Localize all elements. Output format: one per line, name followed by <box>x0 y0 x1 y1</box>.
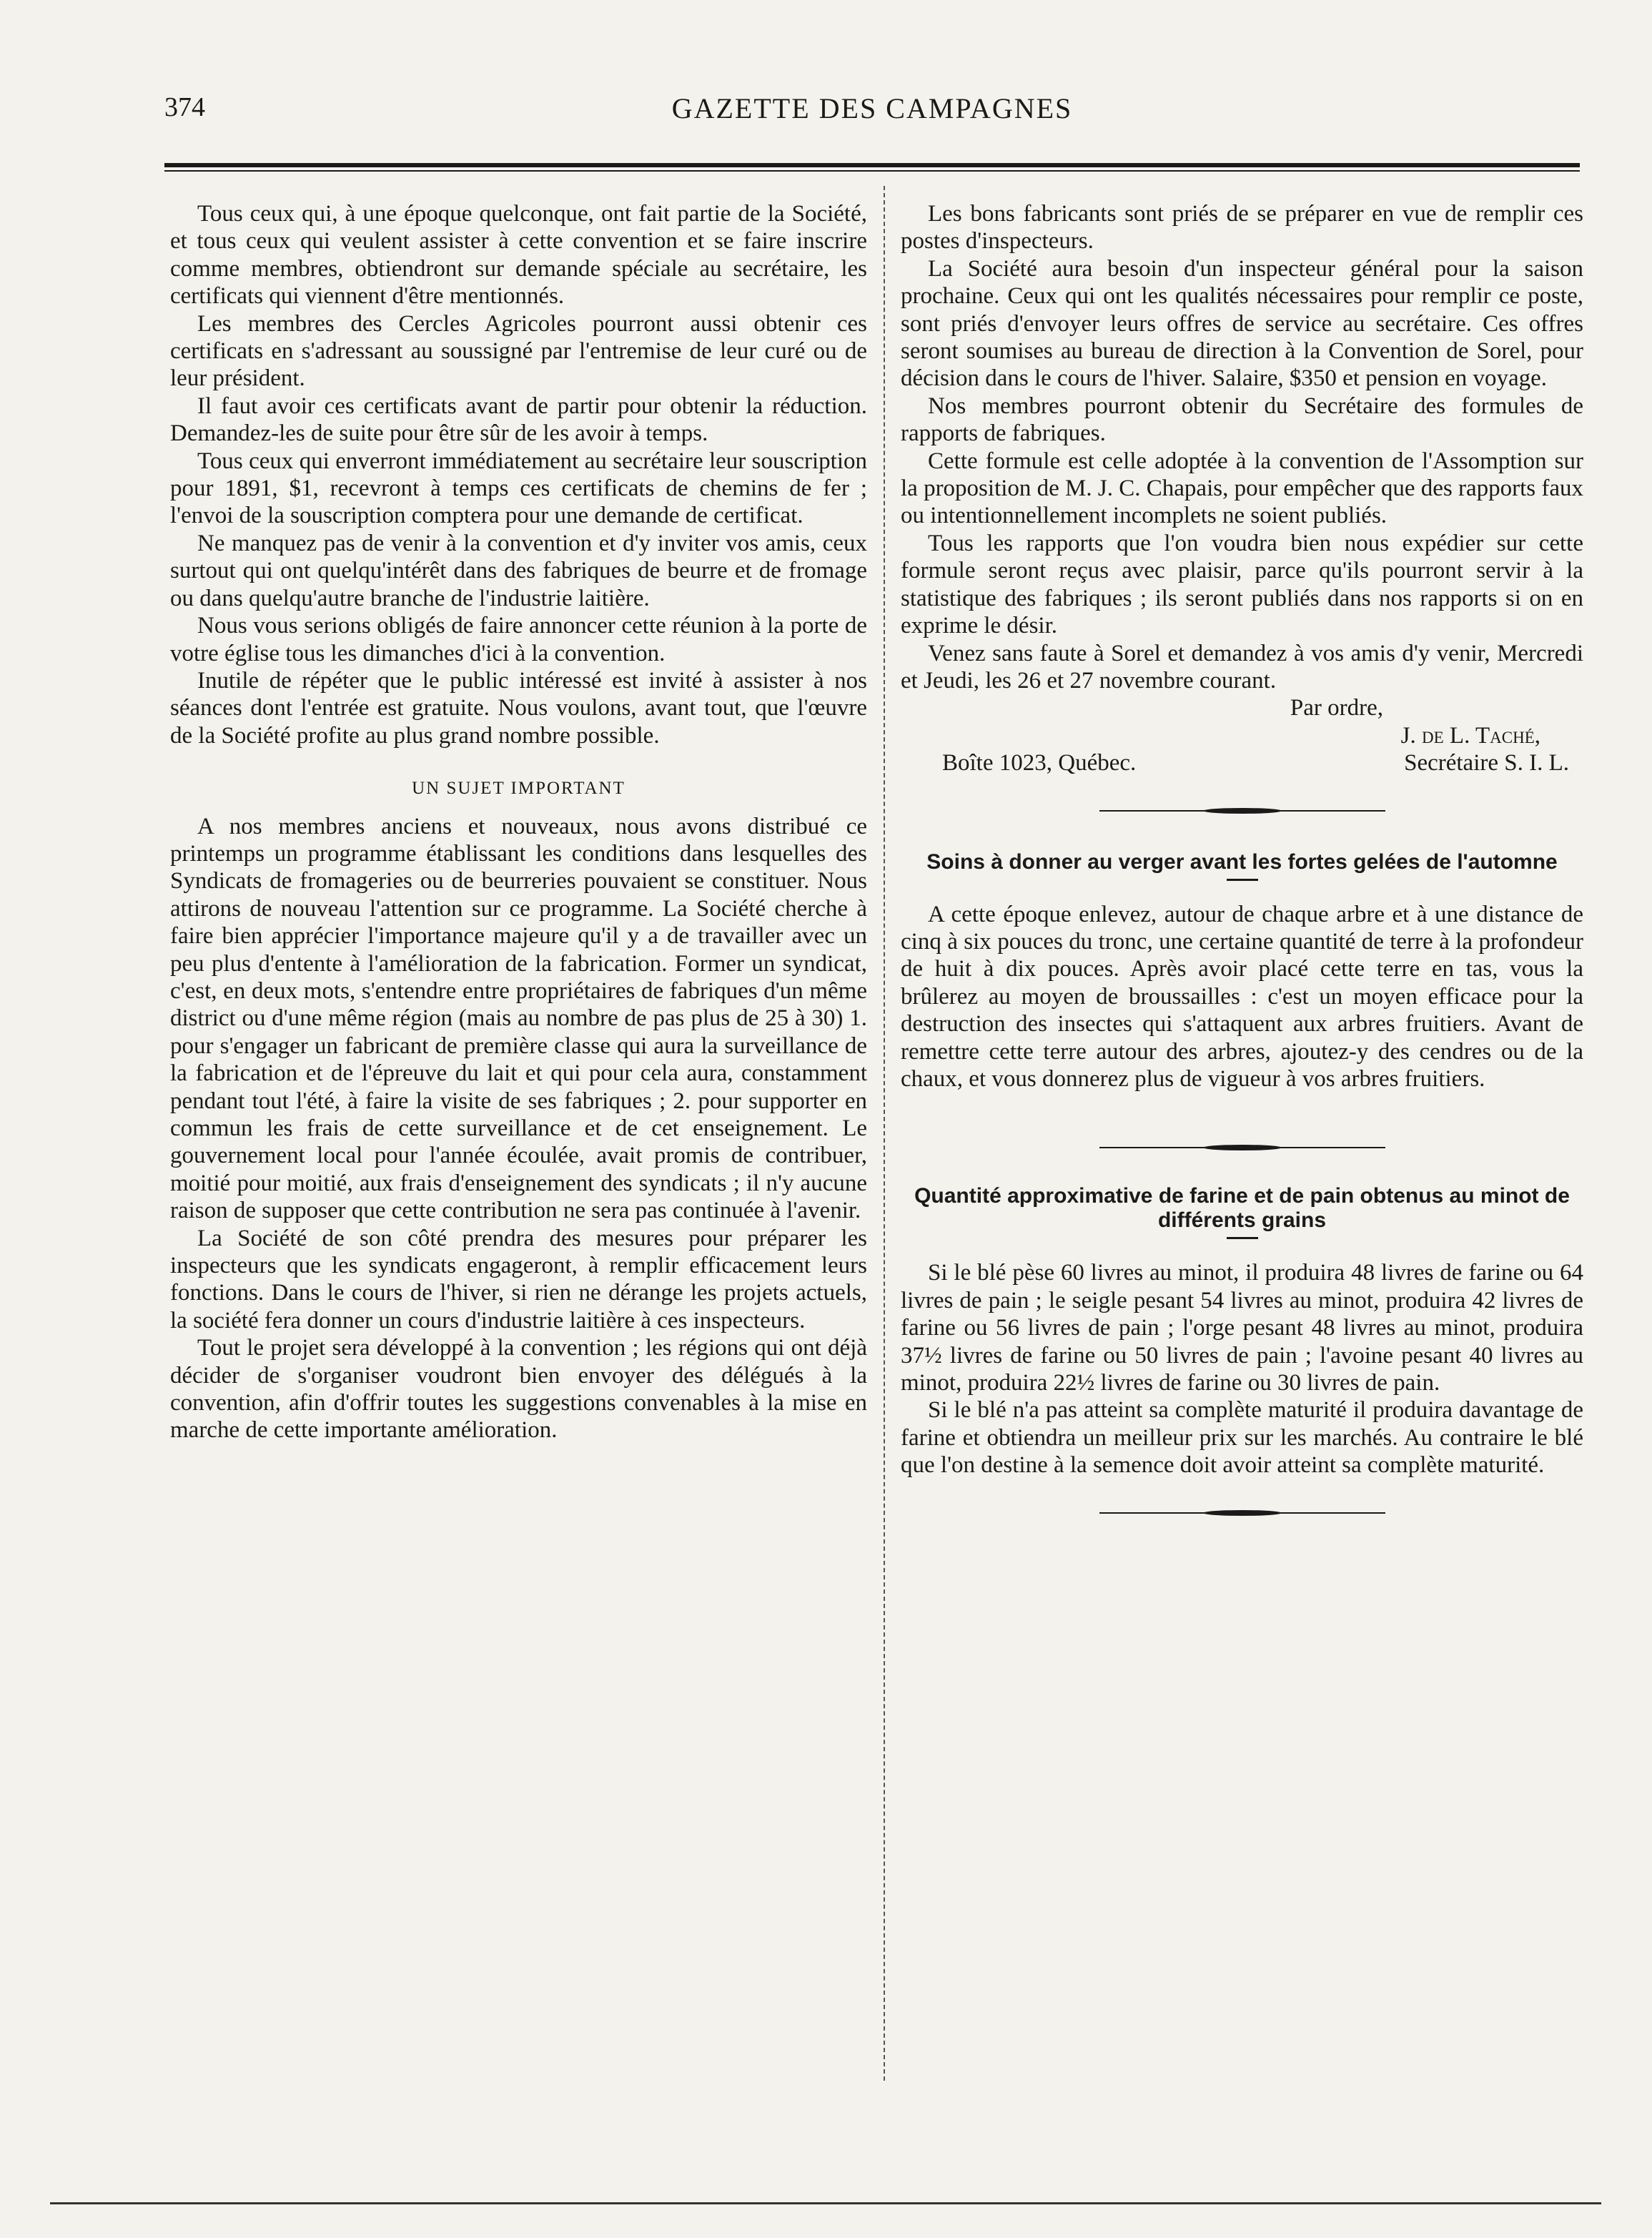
ornament-bulge <box>1203 808 1282 814</box>
section-heading: UN SUJET IMPORTANT <box>412 779 625 799</box>
paragraph: Tous les rapports que l'on voudra bien nous expédier sur cette formule seront reçus avec plaisir, parce qu'ils pourront servir à la statistique des fabriques ; ils seront publiés dans nos rapports si on en exprime le désir. <box>901 530 1583 639</box>
paragraph: Nous vous serions obligés de faire annoncer cette réunion à la porte de votre église tous les dimanches d'ici à la convention. <box>170 613 867 666</box>
signature-line <box>901 749 1583 777</box>
column-divider <box>884 186 885 2081</box>
title-dash <box>1227 879 1258 881</box>
journal-title: GAZETTE DES CAMPAGNES <box>671 92 1073 124</box>
ornamental-rule <box>1099 806 1385 816</box>
ornamental-rule <box>1099 1508 1385 1518</box>
paragraph: Si le blé n'a pas atteint sa complète maturité il produira davantage de farine et obtiendra un meilleur prix sur les marchés. Au contraire le blé que l'on destine à la semence doit avoir atteint sa complète maturité. <box>901 1397 1583 1479</box>
paragraph: La Société aura besoin d'un inspecteur général pour la saison prochaine. Ceux qui ont les qualités nécessaires pour remplir ce poste, sont priés d'envoyer leurs offres de service au secrétaire. Ces offres seront soumises au bureau de direction à la Convention de Sorel, pour décision dans le cours de l'hiver. Salaire, $350 et pension en voyage. <box>901 255 1583 392</box>
paragraph: A nos membres anciens et nouveaux, nous avons distribué ce printemps un programme établissant les conditions dans lesquelles des Syndicats de fromageries ou de beurreries pouvaient se constituer. Nous attirons de nouveau l'attention sur ce programme. La Société cherche à faire bien apprécier l'importance majeure qu'il y a de travailler avec un peu plus d'entente à l'amélioration de la fabrication. Former un syndicat, c'est, en deux mots, s'entendre entre propriétaires de fabriques d'un même district ou d'une même région (mais au nombre de pas plus de 25 à 30) 1. pour s'engager un fabricant de première classe qui aura la surveillance de la fabrication et de l'épreuve du lait et qui pour cela aura, constamment pendant tout l'été, à faire la visite de ses fabriques ; 2. pour supporter en commun les frais de cette surveillance et de cet enseignement. Le gouvernement local pour l'année écoulée, avait promis de contribuer, moitié pour moitié, aux frais d'enseignement des syndicats ; il n'y aucune raison de supposer que cette contribution ne sera pas continuée à l'avenir. <box>170 813 867 1224</box>
paragraph: Si le blé pèse 60 livres au minot, il produira 48 livres de farine ou 64 livres de pain ; le seigle pesant 54 livres au minot, produira 42 livres de farine ou 56 livres de pain ; l'orge pesant 48 livres au minot, produira 37½ livres de farine ou 50 livres de pain ; l'avoine pesant 40 livres au minot, produira 22½ livres de farine ou 30 livres de pain. <box>901 1260 1583 1396</box>
title-dash <box>1227 1237 1258 1239</box>
bottom-rule <box>50 2202 1601 2204</box>
header-rule-thin <box>164 170 1580 172</box>
page-number: 374 <box>164 92 205 122</box>
page-header <box>164 92 1580 134</box>
signature-role: Secrétaire S. I. L. <box>1404 750 1569 777</box>
paragraph: Tous ceux qui, à une époque quelconque, ont fait partie de la Société, et tous ceux qui veulent assister à cette convention et se faire inscrire comme membres, obtiendront sur demande spéciale au secrétaire, les certificats qui viennent d'être mentionnés. <box>170 201 867 310</box>
article-title: Soins à donner au verger avant les fortes gelées de l'automne <box>926 849 1558 874</box>
paragraph: Les membres des Cercles Agricoles pourront aussi obtenir ces certificats en s'adressant au soussigné par l'entremise de leur curé ou de leur président. <box>170 310 867 392</box>
header-rule-thick <box>164 163 1580 167</box>
article-title: Quantité approximative de farine et de pain obtenus au minot de différents grains <box>914 1184 1570 1233</box>
signature-name: J. de L. Taché, <box>1400 722 1540 749</box>
paragraph: La Société de son côté prendra des mesures pour préparer les inspecteurs que les syndicats engageront, à remplir efficacement leurs fonctions. Dans le cours de l'hiver, si rien ne dérange les projets actuels, la société fera donner un cours d'industrie laitière à ces inspecteurs. <box>170 1225 867 1334</box>
paragraph: Cette formule est celle adoptée à la convention de l'Assomption sur la proposition de M. J. C. Chapais, pour empêcher que des rapports faux ou intentionnellement incomplets ne soient publiés. <box>901 448 1583 529</box>
ornament-bulge <box>1203 1510 1282 1516</box>
paragraph: Inutile de répéter que le public intéressé est invité à assister à nos séances dont l'entrée est gratuite. Nous voulons, avant tout, que l'œuvre de la Société profite au plus grand nombre possible. <box>170 667 867 749</box>
ornament-bulge <box>1203 1145 1282 1150</box>
paragraph: Tout le projet sera développé à la convention ; les régions qui ont déjà décider de s'organiser voudront bien envoyer des délégués à la convention, afin d'offrir toutes les suggestions convenables à la mise en marche de cette importante amélioration. <box>170 1335 867 1444</box>
paragraph: A cette époque enlevez, autour de chaque arbre et à une distance de cinq à six pouces du tronc, une certaine quantité de terre à la profondeur de huit à dix pouces. Après avoir placé cette terre en tas, vous la brûlerez au moyen de broussailles : c'est un moyen efficace pour la destruction des insectes qui s'attaquent aux arbres fruitiers. Avant de remettre cette terre autour des arbres, ajoutez-y des cendres ou de la chaux, et vous donnerez plus de vigueur à vos arbres fruitiers. <box>901 901 1583 1092</box>
signature-order: Par ordre, <box>1290 695 1383 721</box>
paragraph: Venez sans faute à Sorel et demandez à vos amis d'y venir, Mercredi et Jeudi, les 26 et 27 novembre courant. <box>901 640 1583 694</box>
left-column <box>170 200 867 1444</box>
paragraph: Ne manquez pas de venir à la convention et d'y inviter vos amis, ceux surtout qui ont quelqu'intérêt dans des fabriques de beurre et de fromage ou dans quelqu'autre branche de l'industrie laitière. <box>170 530 867 611</box>
ornamental-rule <box>1099 1143 1385 1153</box>
right-column <box>901 200 1583 1549</box>
paragraph: Nos membres pourront obtenir du Secrétaire des formules de rapports de fabriques. <box>901 393 1583 447</box>
paragraph: Il faut avoir ces certificats avant de partir pour obtenir la réduction. Demandez-les de suite pour être sûr de les avoir à temps. <box>170 393 867 447</box>
signature-address: Boîte 1023, Québec. <box>942 750 1137 777</box>
paragraph: Tous ceux qui enverront immédiatement au secrétaire leur souscription pour 1891, $1, recevront à temps ces certificats de chemins de fer ; l'envoi de la souscription comptera pour une demande de certificat. <box>170 448 867 529</box>
paragraph: Les bons fabricants sont priés de se préparer en vue de remplir ces postes d'inspecteurs. <box>901 201 1583 255</box>
